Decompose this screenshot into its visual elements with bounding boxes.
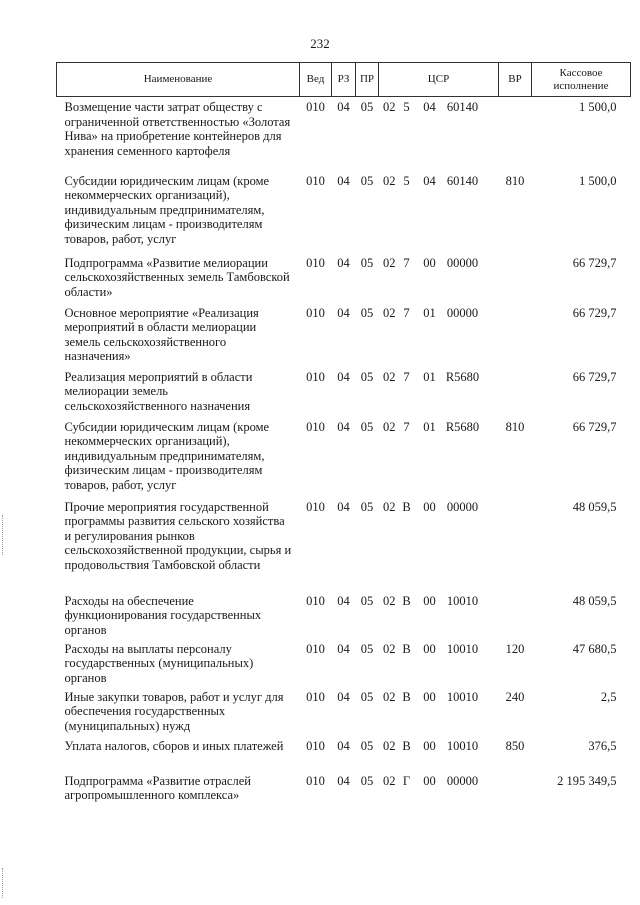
csr-subprogram: В: [402, 499, 411, 514]
csr-program: 02: [383, 593, 396, 608]
table-body: [57, 97, 631, 811]
row-amount: 66 729,7: [572, 369, 617, 384]
csr-direction: 00000: [446, 255, 479, 270]
csr-event: 00: [423, 499, 436, 514]
csr-direction: 60140: [446, 173, 479, 188]
row-ved: 010: [306, 499, 325, 514]
csr-direction: 10010: [446, 738, 479, 753]
csr-program: 02: [383, 173, 396, 188]
row-vr: [499, 97, 532, 171]
row-amount: 47 680,5: [572, 641, 617, 656]
row-vr: 810: [505, 173, 525, 188]
csr-event: 00: [423, 738, 436, 753]
header-kass: Кассовое исполнение: [532, 63, 631, 97]
row-vr: [499, 367, 532, 417]
csr-direction: 10010: [446, 593, 479, 608]
row-csr: [379, 639, 499, 687]
row-csr: [379, 303, 499, 367]
csr-program: 02: [383, 689, 396, 704]
row-vr: 120: [505, 641, 525, 656]
row-vr: [499, 253, 532, 303]
row-amount: 66 729,7: [572, 305, 617, 320]
csr-event: 01: [423, 369, 436, 384]
csr-subprogram: 5: [403, 173, 410, 188]
csr-event: 01: [423, 419, 436, 434]
row-csr: [379, 497, 499, 591]
row-name: Подпрограмма «Развитие мелиорации сельскохозяйственных земель Тамбовской области»: [64, 255, 290, 299]
row-rz: 04: [337, 419, 350, 434]
row-ved: 010: [306, 689, 325, 704]
row-ved: 010: [306, 738, 325, 753]
row-rz: 04: [337, 100, 350, 114]
csr-subprogram: 7: [403, 255, 410, 270]
csr-direction: 10010: [446, 641, 479, 656]
row-vr: 850: [505, 738, 525, 753]
row-name: Расходы на обеспечение функционирования государственных органов: [64, 593, 262, 637]
row-ved: 010: [306, 255, 325, 270]
row-name: Основное мероприятие «Реализация мероприятий в области мелиорации земель сельскохозяйственного назначения»: [64, 305, 259, 363]
csr-program: 02: [383, 738, 396, 753]
table-row: [57, 771, 631, 811]
table-row: [57, 303, 631, 367]
csr-subprogram: 5: [403, 100, 410, 114]
margin-mark: [2, 515, 5, 555]
csr-program: 02: [383, 641, 396, 656]
page-number: 232: [310, 36, 330, 51]
row-name: Расходы на выплаты персоналу государственных (муниципальных) органов: [64, 641, 254, 685]
row-pr: 05: [360, 419, 374, 434]
row-csr: [379, 591, 499, 639]
csr-subprogram: 7: [403, 419, 410, 434]
row-rz: 04: [337, 255, 350, 270]
row-pr: 05: [360, 738, 374, 753]
csr-program: 02: [383, 773, 396, 788]
row-pr: 05: [360, 173, 374, 188]
row-ved: 010: [306, 773, 325, 788]
csr-program: 02: [383, 100, 396, 114]
row-vr: [499, 591, 532, 639]
table-row: [57, 417, 631, 497]
csr-event: 01: [423, 305, 436, 320]
table-row: [57, 497, 631, 591]
csr-subprogram: 7: [403, 369, 410, 384]
row-amount: 66 729,7: [572, 419, 617, 434]
row-vr: 240: [505, 689, 525, 704]
row-ved: 010: [306, 100, 325, 114]
csr-direction: 00000: [446, 773, 479, 788]
row-amount: 1 500,0: [579, 173, 617, 188]
row-vr: [499, 497, 532, 591]
csr-subprogram: В: [402, 689, 411, 704]
row-amount: 1 500,0: [579, 100, 617, 114]
header-vr: ВР: [499, 63, 532, 97]
row-name: Уплата налогов, сборов и иных платежей: [64, 738, 284, 753]
row-name: Субсидии юридическим лицам (кроме некоммерческих организаций), индивидуальным предпринимателям, физическим лицам - производителям товаров, работ, услуг: [64, 419, 270, 492]
row-pr: 05: [360, 100, 374, 114]
csr-subprogram: Г: [402, 773, 411, 788]
header-rz: РЗ: [332, 63, 356, 97]
csr-direction: 00000: [446, 305, 479, 320]
csr-program: 02: [383, 419, 396, 434]
row-name: Субсидии юридическим лицам (кроме некоммерческих организаций), индивидуальным предпринимателям, физическим лицам - производителям товаров, работ, услуг: [64, 173, 270, 246]
csr-subprogram: В: [402, 593, 411, 608]
csr-direction: R5680: [445, 369, 480, 384]
row-rz: 04: [337, 593, 350, 608]
row-pr: 05: [360, 369, 374, 384]
row-amount: 2 195 349,5: [557, 773, 617, 788]
row-ved: 010: [306, 369, 325, 384]
header-name: Наименование: [57, 63, 300, 97]
table-header-row: [57, 63, 631, 97]
row-amount: 2,5: [600, 689, 617, 704]
row-name: Возмещение части затрат обществу с ограниченной ответственностью «Золотая Нива» на приобретение контейнеров для хранения семенного картофеля: [64, 100, 291, 158]
row-pr: 05: [360, 641, 374, 656]
budget-table: [56, 62, 631, 811]
table-row: [57, 736, 631, 771]
row-rz: 04: [337, 305, 350, 320]
csr-event: 04: [423, 173, 436, 188]
row-ved: 010: [306, 641, 325, 656]
csr-program: 02: [383, 305, 396, 320]
table-row: [57, 97, 631, 171]
table-row: [57, 639, 631, 687]
csr-direction: 00000: [446, 499, 479, 514]
row-amount: 376,5: [588, 738, 617, 753]
row-csr: [379, 417, 499, 497]
row-pr: 05: [360, 255, 374, 270]
csr-event: 00: [423, 773, 436, 788]
row-name: Иные закупки товаров, работ и услуг для обеспечения государственных (муниципальных) нужд: [64, 689, 284, 733]
csr-event: 00: [423, 593, 436, 608]
row-rz: 04: [337, 689, 350, 704]
row-csr: [379, 97, 499, 171]
row-rz: 04: [337, 499, 350, 514]
row-vr: [499, 771, 532, 811]
row-amount: 66 729,7: [572, 255, 617, 270]
row-rz: 04: [337, 738, 350, 753]
row-csr: [379, 736, 499, 771]
table-row: [57, 591, 631, 639]
csr-event: 00: [423, 689, 436, 704]
row-vr: [499, 303, 532, 367]
row-name: Прочие мероприятия государственной программы развития сельского хозяйства и регулирования рынков сельскохозяйственной продукции, сырья и продовольствия Тамбовской области: [64, 499, 292, 572]
table-row: [57, 253, 631, 303]
row-rz: 04: [337, 369, 350, 384]
row-rz: 04: [337, 773, 350, 788]
row-pr: 05: [360, 499, 374, 514]
csr-program: 02: [383, 255, 396, 270]
row-amount: 48 059,5: [572, 499, 617, 514]
csr-subprogram: В: [402, 641, 411, 656]
row-pr: 05: [360, 593, 374, 608]
row-csr: [379, 253, 499, 303]
row-vr: 810: [505, 419, 525, 434]
header-ved: Вед: [300, 63, 332, 97]
row-csr: [379, 171, 499, 253]
row-ved: 010: [306, 173, 325, 188]
margin-mark: [2, 868, 5, 898]
table-row: [57, 367, 631, 417]
row-rz: 04: [337, 173, 350, 188]
csr-subprogram: В: [402, 738, 411, 753]
csr-direction: 10010: [446, 689, 479, 704]
csr-direction: 60140: [446, 100, 479, 114]
row-amount: 48 059,5: [572, 593, 617, 608]
csr-event: 04: [423, 100, 436, 114]
row-ved: 010: [306, 593, 325, 608]
header-pr: ПР: [356, 63, 379, 97]
csr-event: 00: [423, 255, 436, 270]
row-pr: 05: [360, 305, 374, 320]
csr-program: 02: [383, 499, 396, 514]
header-csr: ЦСР: [379, 63, 499, 97]
table-row: [57, 171, 631, 253]
row-name: Подпрограмма «Развитие отраслей агропромышленного комплекса»: [64, 773, 251, 802]
row-pr: 05: [360, 773, 374, 788]
csr-subprogram: 7: [403, 305, 410, 320]
row-pr: 05: [360, 689, 374, 704]
row-rz: 04: [337, 641, 350, 656]
row-ved: 010: [306, 305, 325, 320]
row-ved: 010: [306, 419, 325, 434]
csr-direction: R5680: [445, 419, 480, 434]
row-csr: [379, 367, 499, 417]
csr-program: 02: [383, 369, 396, 384]
csr-event: 00: [423, 641, 436, 656]
table-row: [57, 687, 631, 736]
row-csr: [379, 771, 499, 811]
row-csr: [379, 687, 499, 736]
row-name: Реализация мероприятий в области мелиорации земель сельскохозяйственного назначения: [64, 369, 253, 413]
